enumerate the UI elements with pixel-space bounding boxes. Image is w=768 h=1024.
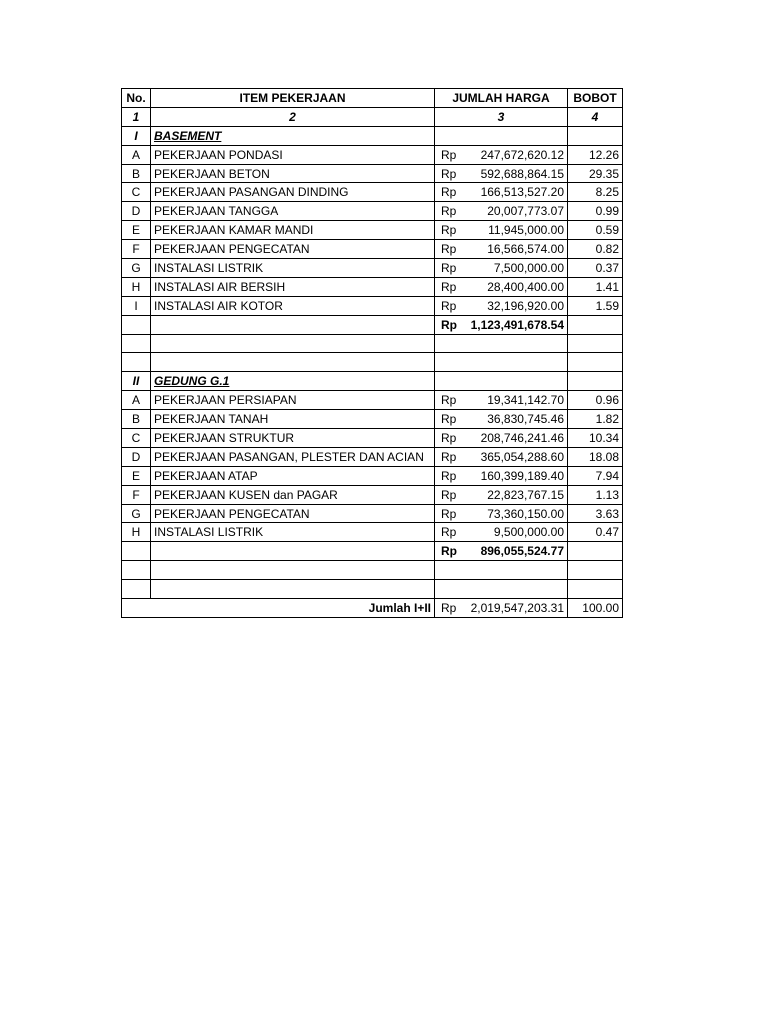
empty-cell [151,561,435,580]
amount-wrap [438,468,564,484]
amount-wrap [438,524,564,540]
row-bobot: 7.94 [568,466,623,485]
column-number: 2 [151,107,435,126]
amount-wrap [438,260,564,276]
row-amount [435,183,568,202]
blank-row [122,353,623,372]
row-bobot: 0.47 [568,523,623,542]
empty-cell [568,542,623,561]
row-letter: F [122,485,151,504]
empty-cell [435,334,568,353]
row-letter: F [122,240,151,259]
amount-value: 365,054,288.60 [480,449,564,464]
currency-label: Rp [441,506,457,521]
empty-cell [151,542,435,561]
empty-cell [435,372,568,391]
currency-label: Rp [441,298,457,313]
empty-cell [151,353,435,372]
column-number: 1 [122,107,151,126]
amount-wrap [438,506,564,522]
row-letter: D [122,202,151,221]
amount-value: 208,746,241.46 [480,430,564,445]
amount-wrap [438,449,564,465]
currency-label: Rp [441,468,457,483]
empty-cell [122,561,151,580]
section-header-row [122,372,623,391]
empty-cell [568,580,623,599]
row-amount [435,466,568,485]
row-item: PEKERJAAN PENGECATAN [151,504,435,523]
amount-value: 20,007,773.07 [487,204,564,219]
column-number: 3 [435,107,568,126]
row-bobot: 1.41 [568,277,623,296]
table-row [122,221,623,240]
row-letter: E [122,466,151,485]
empty-cell [122,542,151,561]
currency-label: Rp [441,412,457,427]
table-row [122,183,623,202]
amount-wrap [438,166,564,182]
currency-label: Rp [441,525,457,540]
row-item: PEKERJAAN PASANGAN DINDING [151,183,435,202]
row-bobot: 1.13 [568,485,623,504]
empty-cell [122,315,151,334]
blank-row [122,561,623,580]
currency-label: Rp [441,166,457,181]
currency-label: Rp [441,449,457,464]
empty-cell [568,315,623,334]
row-letter: H [122,523,151,542]
amount-wrap [438,487,564,503]
empty-cell [122,334,151,353]
table-row [122,259,623,278]
empty-cell [435,353,568,372]
row-item: PEKERJAAN TANAH [151,410,435,429]
row-item: PEKERJAAN ATAP [151,466,435,485]
column-number-row [122,107,623,126]
amount-value: 896,055,524.77 [480,544,564,559]
row-letter: C [122,183,151,202]
amount-wrap [438,411,564,427]
table-row [122,504,623,523]
row-amount [435,447,568,466]
amount-value: 166,513,527.20 [480,185,564,200]
currency-label: Rp [441,393,457,408]
row-bobot: 0.96 [568,391,623,410]
amount-value: 32,196,920.00 [487,298,564,313]
empty-cell [568,334,623,353]
amount-wrap [438,317,564,333]
table-row [122,164,623,183]
row-amount [435,164,568,183]
row-letter: B [122,164,151,183]
currency-label: Rp [441,260,457,275]
row-letter: G [122,504,151,523]
grand-total-bobot: 100.00 [568,599,623,618]
header-bobot: BOBOT [568,89,623,108]
empty-cell [151,315,435,334]
row-bobot: 8.25 [568,183,623,202]
subtotal-amount [435,542,568,561]
amount-value: 19,341,142.70 [487,393,564,408]
empty-cell [122,353,151,372]
header-no: No. [122,89,151,108]
empty-cell [568,372,623,391]
row-item: PEKERJAAN TANGGA [151,202,435,221]
amount-wrap [438,184,564,200]
header-jumlah-harga: JUMLAH HARGA [435,89,568,108]
section-number: I [122,126,151,145]
row-amount [435,391,568,410]
currency-label: Rp [441,487,457,502]
amount-value: 28,400,400.00 [487,279,564,294]
row-bobot: 18.08 [568,447,623,466]
table-row [122,391,623,410]
amount-wrap [438,600,564,616]
section-number: II [122,372,151,391]
amount-wrap [438,430,564,446]
blank-row [122,334,623,353]
currency-label: Rp [441,600,457,615]
row-item: PEKERJAAN PERSIAPAN [151,391,435,410]
table-row [122,296,623,315]
row-amount [435,523,568,542]
currency-label: Rp [441,317,457,332]
empty-cell [435,126,568,145]
table-row [122,277,623,296]
row-letter: H [122,277,151,296]
empty-cell [568,353,623,372]
grand-total-label: Jumlah I+II [122,599,435,618]
empty-cell [435,580,568,599]
subtotal-row [122,315,623,334]
row-bobot: 0.37 [568,259,623,278]
subtotal-row [122,542,623,561]
table-body [122,89,623,618]
row-item: PEKERJAAN PENGECATAN [151,240,435,259]
currency-label: Rp [441,185,457,200]
row-letter: A [122,391,151,410]
amount-value: 7,500,000.00 [493,260,564,275]
row-bobot: 0.59 [568,221,623,240]
empty-cell [435,561,568,580]
row-amount [435,202,568,221]
amount-value: 9,500,000.00 [493,525,564,540]
row-amount [435,410,568,429]
row-amount [435,145,568,164]
amount-wrap [438,203,564,219]
amount-wrap [438,298,564,314]
amount-wrap [438,279,564,295]
row-item: INSTALASI AIR KOTOR [151,296,435,315]
amount-wrap [438,241,564,257]
row-bobot: 10.34 [568,429,623,448]
row-amount [435,221,568,240]
row-letter: B [122,410,151,429]
amount-value: 16,566,574.00 [487,242,564,257]
table-row [122,202,623,221]
section-header-row [122,126,623,145]
row-item: PEKERJAAN PASANGAN, PLESTER DAN ACIAN [151,447,435,466]
row-amount [435,277,568,296]
row-bobot: 29.35 [568,164,623,183]
amount-wrap [438,543,564,559]
amount-value: 1,123,491,678.54 [470,317,564,332]
row-amount [435,259,568,278]
table-row [122,429,623,448]
header-row [122,89,623,108]
currency-label: Rp [441,242,457,257]
row-item: INSTALASI AIR BERSIH [151,277,435,296]
table-row [122,485,623,504]
row-letter: A [122,145,151,164]
subtotal-amount [435,315,568,334]
amount-value: 11,945,000.00 [488,223,564,238]
currency-label: Rp [441,430,457,445]
amount-wrap [438,392,564,408]
grand-total-amount [435,599,568,618]
table-row [122,466,623,485]
amount-value: 22,823,767.15 [487,487,564,502]
row-bobot: 0.99 [568,202,623,221]
cost-summary-table [121,88,623,618]
currency-label: Rp [441,223,457,238]
currency-label: Rp [441,279,457,294]
row-amount [435,240,568,259]
row-bobot: 12.26 [568,145,623,164]
currency-label: Rp [441,204,457,219]
row-bobot: 1.82 [568,410,623,429]
row-letter: I [122,296,151,315]
currency-label: Rp [441,544,457,559]
row-amount [435,504,568,523]
row-amount [435,296,568,315]
section-title: GEDUNG G.1 [151,372,435,391]
row-item: INSTALASI LISTRIK [151,523,435,542]
amount-value: 247,672,620.12 [480,147,564,162]
amount-value: 73,360,150.00 [487,506,564,521]
empty-cell [568,126,623,145]
row-item: PEKERJAAN STRUKTUR [151,429,435,448]
amount-value: 2,019,547,203.31 [470,600,564,615]
row-letter: E [122,221,151,240]
empty-cell [568,561,623,580]
empty-cell [151,580,435,599]
amount-value: 36,830,745.46 [487,412,564,427]
row-item: PEKERJAAN BETON [151,164,435,183]
table-row [122,240,623,259]
column-number: 4 [568,107,623,126]
section-title: BASEMENT [151,126,435,145]
row-bobot: 1.59 [568,296,623,315]
amount-wrap [438,147,564,163]
row-bobot: 3.63 [568,504,623,523]
row-bobot: 0.82 [568,240,623,259]
row-item: INSTALASI LISTRIK [151,259,435,278]
currency-label: Rp [441,147,457,162]
empty-cell [151,334,435,353]
empty-cell [122,580,151,599]
amount-value: 160,399,189.40 [480,468,564,483]
row-letter: C [122,429,151,448]
blank-row [122,580,623,599]
header-item: ITEM PEKERJAAN [151,89,435,108]
row-letter: D [122,447,151,466]
row-amount [435,429,568,448]
amount-wrap [438,222,564,238]
amount-value: 592,688,864.15 [480,166,564,181]
row-letter: G [122,259,151,278]
table-row [122,523,623,542]
table-row [122,447,623,466]
row-item: PEKERJAAN PONDASI [151,145,435,164]
row-item: PEKERJAAN KAMAR MANDI [151,221,435,240]
row-amount [435,485,568,504]
table-row [122,410,623,429]
row-item: PEKERJAAN KUSEN dan PAGAR [151,485,435,504]
table-row [122,145,623,164]
grand-total-row [122,599,623,618]
